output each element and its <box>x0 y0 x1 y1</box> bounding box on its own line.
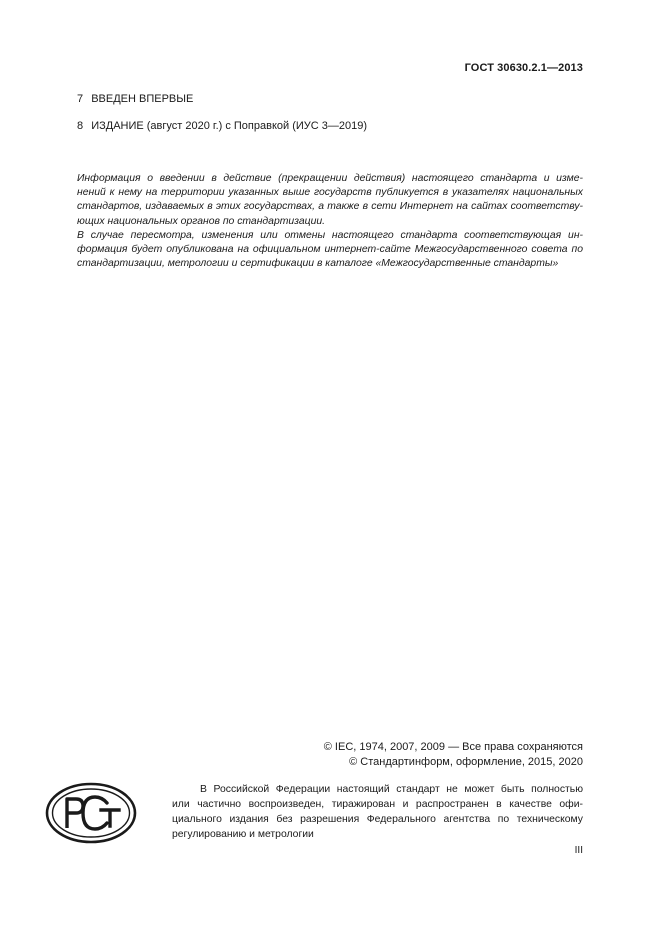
rf-reproduction-notice <box>172 782 583 842</box>
info-line: ющих национальных органов по стандартизации. <box>77 215 326 227</box>
info-line: Информация о введении в действие (прекращении действия) настоящего стандарта и изме- <box>77 173 583 184</box>
rst-certification-logo-icon <box>45 782 137 844</box>
page-number: III <box>574 845 583 856</box>
publication-info <box>77 172 583 271</box>
notice-line: или частично воспроизведен, тиражирован и распространен в качестве офи- <box>172 799 583 810</box>
info-line: В случае пересмотра, изменения или отмены настоящего стандарта соответствующая ин- <box>77 229 583 241</box>
clause-number: 7 <box>77 93 84 105</box>
notice-line: циального издания без разрешения Федерального агентства по техническому <box>172 814 583 825</box>
clause-number: 8 <box>77 120 84 132</box>
copyright-standartinform: © Стандартинформ, оформление, 2015, 2020 <box>349 756 583 768</box>
clause-8 <box>77 120 367 132</box>
info-line: стандартизации, метрологии и сертификации в каталоге «Межгосударственные стандарты» <box>77 258 559 270</box>
clause-7 <box>77 93 193 105</box>
clause-text: ВВЕДЕН ВПЕРВЫЕ <box>91 93 194 105</box>
copyright-iec: © IEC, 1974, 2007, 2009 — Все права сохраняются <box>323 741 583 753</box>
info-line: нений к нему на территории указанных выше государств публикуется в указателях национальных <box>77 187 583 199</box>
clause-text: ИЗДАНИЕ (август 2020 г.) с Поправкой (ИУС 3—2019) <box>91 120 368 132</box>
info-line: формация будет опубликована на официальном интернет-сайте Межгосударственного совета по <box>77 244 583 256</box>
info-paragraph-1 <box>77 172 583 229</box>
document-code: ГОСТ 30630.2.1—2013 <box>464 62 583 74</box>
notice-line: регулированию и метрологии <box>172 829 314 840</box>
info-line: стандартов, издаваемых в этих государствах, а также в сети Интернет на сайтах соответству- <box>77 201 583 213</box>
notice-line: В Российской Федерации настоящий стандарт не может быть полностью <box>200 784 583 795</box>
info-paragraph-2 <box>77 229 583 272</box>
